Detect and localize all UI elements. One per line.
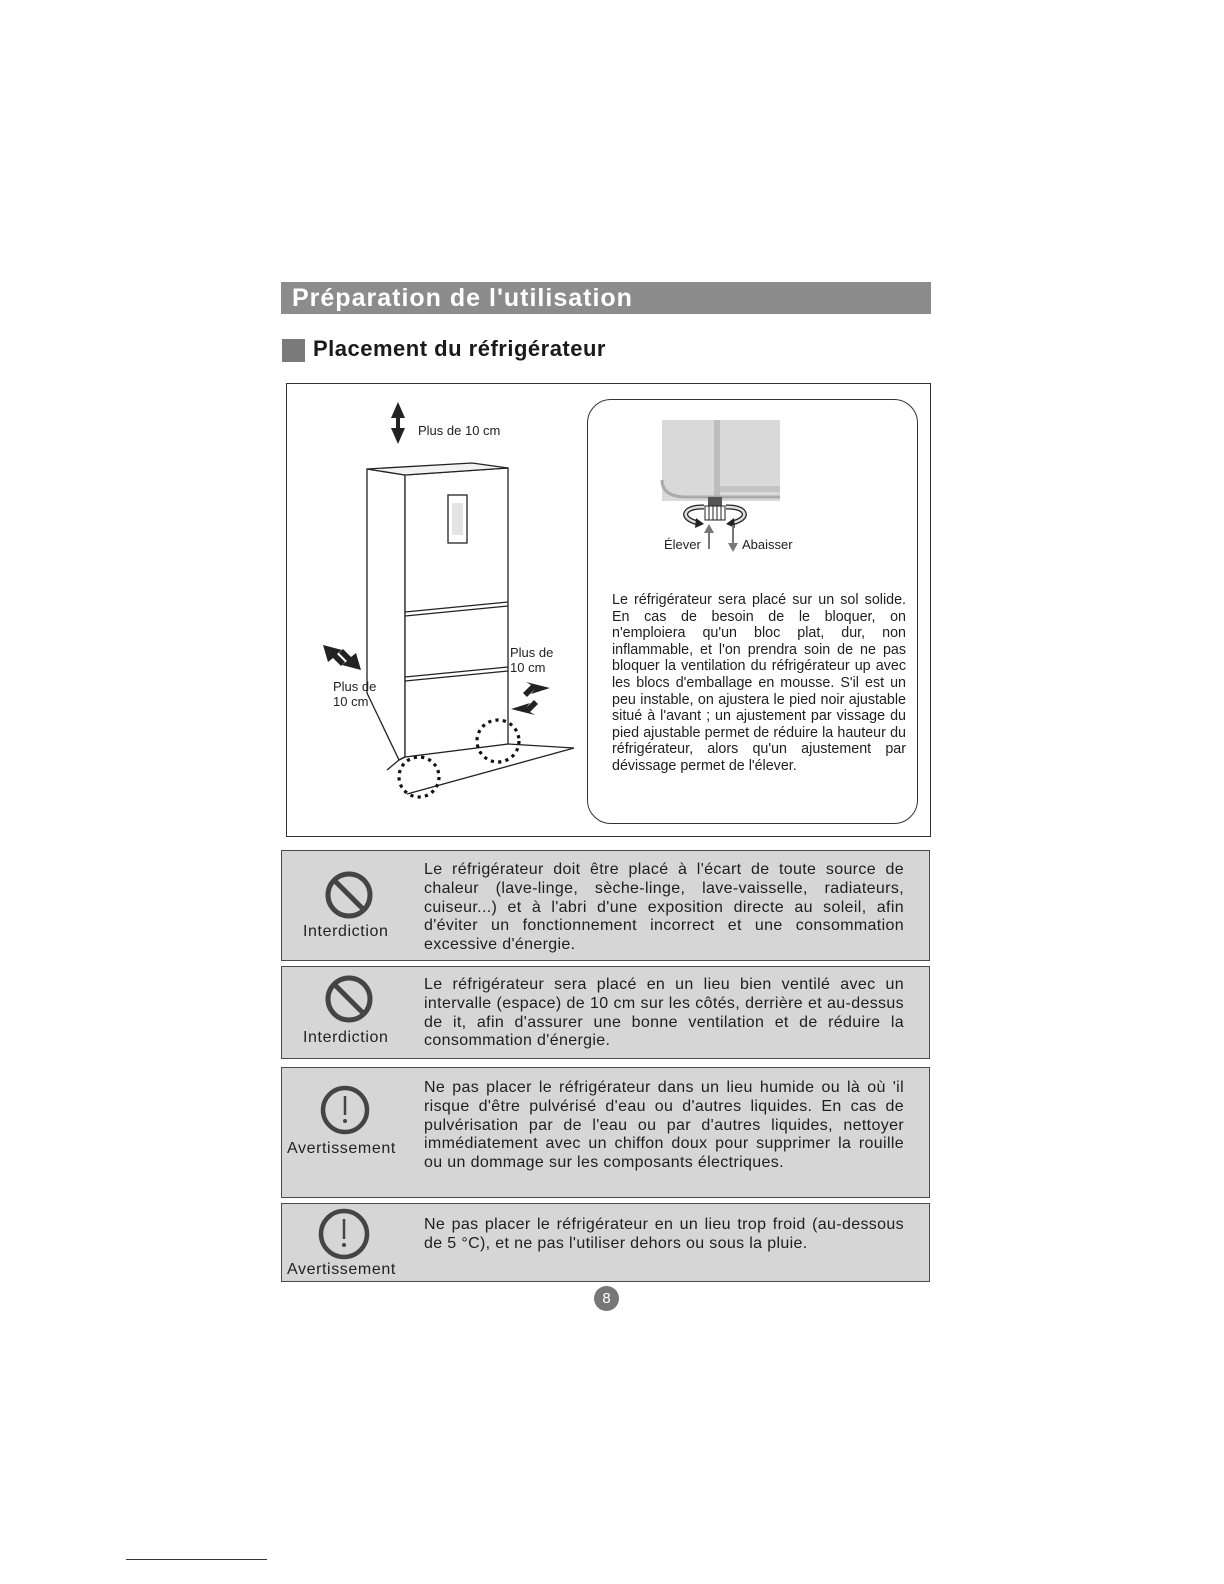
- prohibition-icon: [324, 870, 374, 920]
- warning-icon: [319, 1084, 371, 1136]
- placement-figure: [286, 383, 931, 837]
- top-clearance-arrow: [391, 402, 405, 444]
- left-clearance-arrow: [323, 645, 361, 670]
- notice-label: Avertissement: [287, 1261, 396, 1278]
- footer-divider: [126, 1559, 267, 1560]
- notice-ventilation: [281, 966, 930, 1059]
- notice-label: Interdiction: [303, 1029, 389, 1046]
- leveling-panel: [587, 399, 918, 824]
- notice-label: Avertissement: [287, 1140, 396, 1157]
- page-title: Préparation de l'utilisation: [281, 282, 931, 314]
- adjustable-foot-illustration: [588, 400, 919, 580]
- left-clearance-line1: Plus de: [333, 679, 377, 694]
- fridge-clearance-diagram: [287, 384, 587, 836]
- warning-icon: [317, 1207, 371, 1261]
- section-title: Placement du réfrigérateur: [313, 336, 606, 361]
- right-clearance-line2: 10 cm: [510, 660, 546, 675]
- left-clearance-line2: 10 cm: [333, 694, 369, 709]
- notice-cold: [281, 1203, 930, 1282]
- notice-text: Le réfrigérateur sera placé en un lieu bien ventilé avec un intervalle (espace) de 10 cm sur les côtés, derrière et au-dessus de it, afin d'assurer une bonne ventilation et de réduire la consommation d'énergie.: [424, 976, 904, 1050]
- left-clearance-label: [333, 679, 376, 709]
- right-clearance-arrow: [511, 682, 550, 715]
- prohibition-icon: [324, 974, 374, 1024]
- notice-heat-sources: [281, 850, 930, 961]
- notice-label: Interdiction: [303, 923, 389, 940]
- notice-text: Le réfrigérateur doit être placé à l'écart de toute source de chaleur (lave-linge, sèche-linge, lave-vaisselle, radiateurs, cuiseur...) et à l'abri d'une exposition directe au soleil, afin d'éviter un fonctionnement incorrect et une consommation excessive d'énergie.: [424, 861, 904, 954]
- leveling-description: Le réfrigérateur sera placé sur un sol solide. En cas de besoin de le bloquer, on n'emploiera qu'un bloc plat, dur, non inflammable, et l'on prendra soin de ne pas bloquer la ventilation du réfrigérateur up avec les blocs d'emballage en mousse. S'il est un peu instable, on ajustera le pied noir ajustable situé à l'avant ; un ajustement par vissage du pied ajustable permet de réduire la hauteur du réfrigérateur, alors qu'un ajustement par dévissage permet de l'élever.: [612, 592, 906, 774]
- raise-label: Élever: [664, 537, 701, 552]
- notice-text: Ne pas placer le réfrigérateur en un lieu trop froid (au-dessous de 5 °C), et ne pas l'utiliser dehors ou sous la pluie.: [424, 1216, 904, 1252]
- right-clearance-label: [510, 645, 553, 675]
- right-clearance-line1: Plus de: [510, 645, 554, 660]
- section-marker: [282, 339, 305, 362]
- lower-label: Abaisser: [742, 537, 793, 552]
- notice-text: Ne pas placer le réfrigérateur dans un lieu humide ou là où 'il risque d'être pulvérisé d'eau ou d'autres liquides. En cas de pulvérisation par de l'eau ou par d'autres liquides, nettoyer immédiatement avec un chiffon doux pour supprimer la rouille ou un dommage sur les composants électriques.: [424, 1079, 904, 1172]
- page-number: 8: [594, 1286, 619, 1311]
- notice-humidity: [281, 1067, 930, 1198]
- top-clearance-label: Plus de 10 cm: [418, 423, 501, 438]
